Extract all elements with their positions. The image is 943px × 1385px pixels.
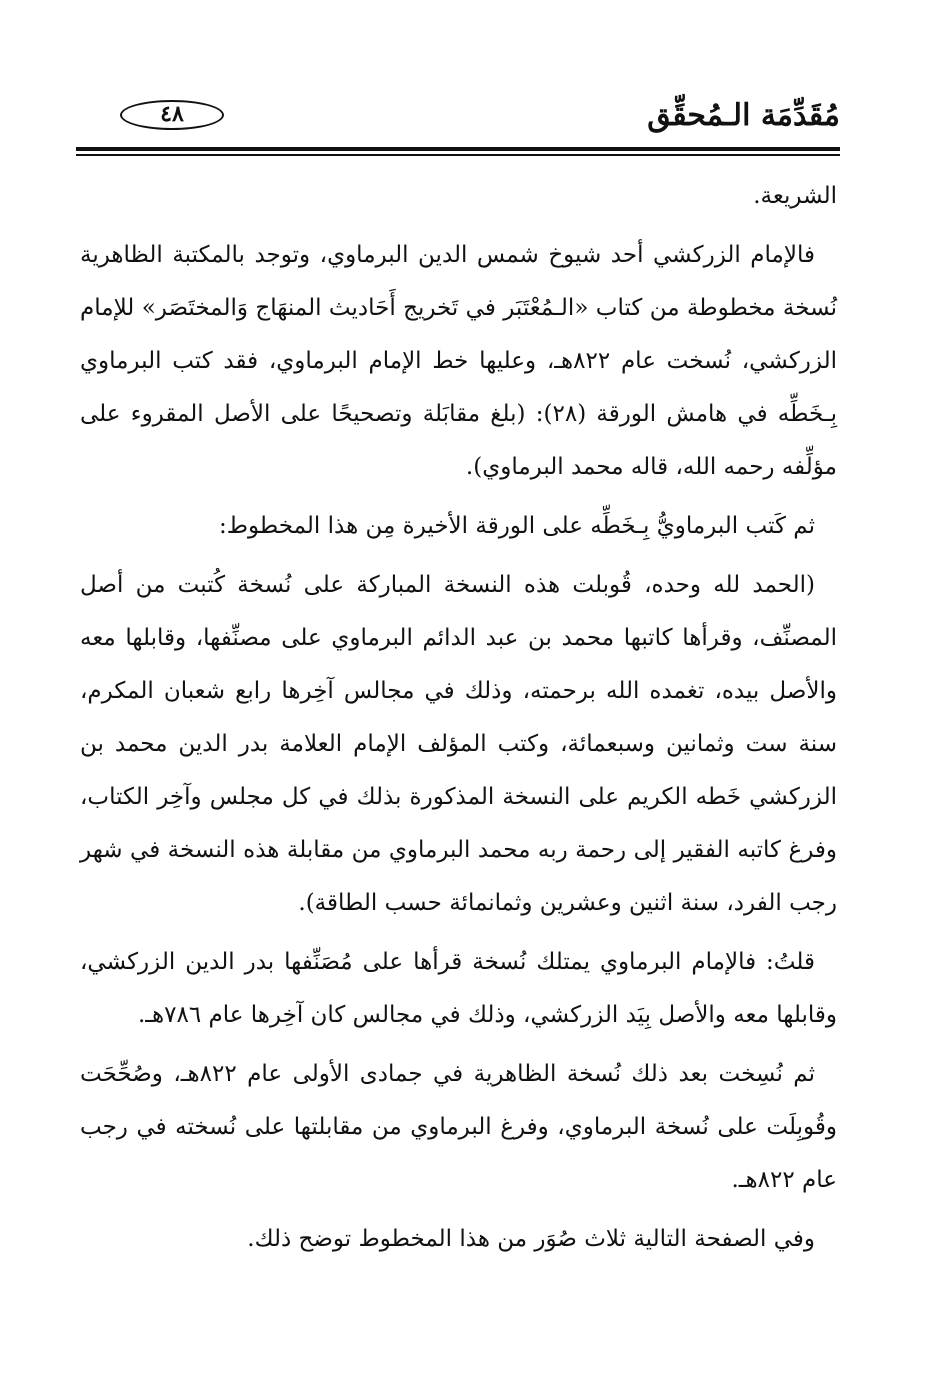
paragraph-colophon-quote: (الحمد لله وحده، قُوبلت هذه النسخة المباركة على نُسخة كُتبت من أصل المصنِّف، وقرأها كاتبها محمد بن عبد الدائم البرماوي على مصنِّفها، وقابلها معه والأصل بيده، تغمده الله برحمته، وذلك في مجالس آخِرها رابع شعبان المكرم، سنة ست وثمانين وسبعمائة، وكتب المؤلف الإمام العلامة بدر الدين محمد بن الزركشي خَطه الكريم على النسخة المذكورة بذلك في كل مجلس وآخِر الكتاب، وفرغ كاتبه الفقير إلى رحمة ربه محمد البرماوي من مقابلة هذه النسخة في شهر رجب الفرد، سنة اثنين وعشرين وثمانمائة حسب الطاقة). bbox=[80, 572, 837, 916]
running-title: مُقَدِّمَة الـمُحقِّق bbox=[647, 98, 840, 133]
page-header bbox=[76, 88, 840, 148]
paragraph-continuation: الشريعة. bbox=[753, 183, 837, 209]
body-text bbox=[80, 170, 837, 1272]
paragraph-zarkashi-manuscript: فالإمام الزركشي أحد شيوخ شمس الدين البرماوي، وتوجد بالمكتبة الظاهرية نُسخة مخطوطة من كتاب «الـمُعْتَبَر في تَخريج أَحَاديث المنهَاج وَالمختَصَر» للإمام الزركشي، نُسخت عام ٨٢٢هـ، وعليها خط الإمام البرماوي، فقد كتب البرماوي بِـخَطِّه في هامش الورقة (٢٨): (بلغ مقابَلة وتصحيحًا على الأصل المقروء على مؤلِّفه رحمه الله، قاله محمد البرماوي). bbox=[80, 242, 838, 480]
paragraph-last-folio-intro: ثم كَتب البرماويُّ بِـخَطِّه على الورقة الأخيرة مِن هذا المخطوط: bbox=[219, 513, 815, 539]
header-rule-thin bbox=[76, 154, 840, 156]
header-rule-thick bbox=[76, 147, 840, 151]
page-number-badge: ٤٨ bbox=[120, 100, 224, 130]
paragraph-author-comment: قلتُ: فالإمام البرماوي يمتلك نُسخة قرأها على مُصَنِّفها بدر الدين الزركشي، وقابلها معه والأصل بِيَد الزركشي، وذلك في مجالس كان آخِرها عام ٧٨٦هـ. bbox=[80, 949, 837, 1028]
paragraph-zahiriyya-copy: ثم نُسِخت بعد ذلك نُسخة الظاهرية في جمادى الأولى عام ٨٢٢هـ، وصُحِّحَت وقُوبِلَت على نُسخة البرماوي، وفرغ البرماوي من مقابلتها على نُسخته في رجب عام ٨٢٢هـ. bbox=[80, 1061, 837, 1193]
paragraph-next-page-note: وفي الصفحة التالية ثلاث صُوَر من هذا المخطوط توضح ذلك. bbox=[247, 1226, 815, 1252]
